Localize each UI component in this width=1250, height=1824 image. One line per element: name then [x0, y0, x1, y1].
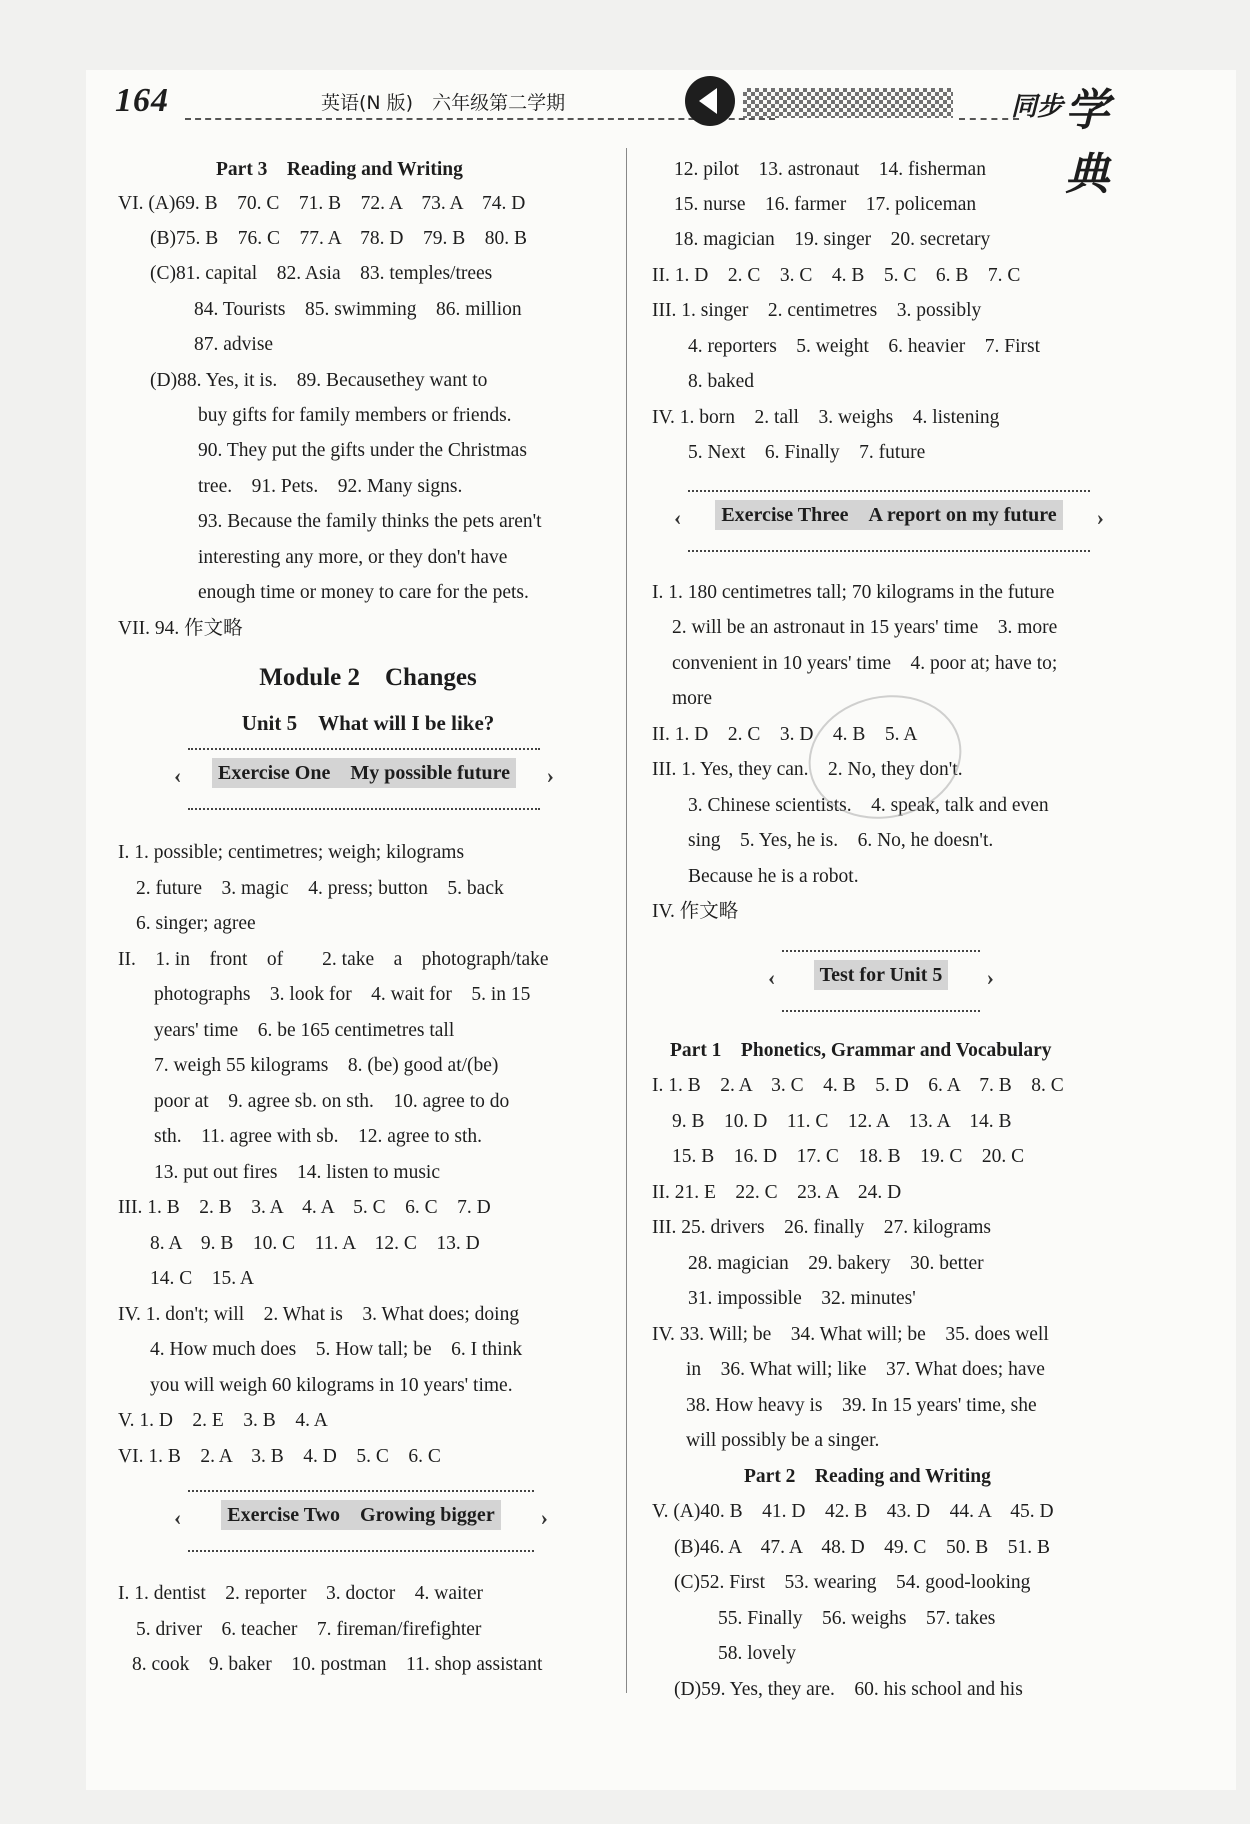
brand-logo: 学典 — [1065, 85, 1109, 200]
exercise-three-heading — [688, 490, 1090, 552]
answer-line: 28. magician 29. bakery 30. better — [688, 1253, 984, 1274]
answer-line: sing 5. Yes, he is. 6. No, he doesn't. — [688, 830, 994, 851]
answer-line: 18. magician 19. singer 20. secretary — [674, 229, 991, 250]
answer-line: 14. C 15. A — [150, 1268, 255, 1289]
answer-line: 8. cook 9. baker 10. postman 11. shop assistant — [132, 1654, 543, 1675]
brand-small: 同步 — [1011, 92, 1064, 122]
answer-line: I. 1. dentist 2. reporter 3. doctor 4. waiter — [118, 1583, 483, 1604]
answer-line: 2. will be an astronaut in 15 years' time 3. more — [672, 617, 1058, 638]
answer-line: 9. B 10. D 11. C 12. A 13. A 14. B — [672, 1111, 1012, 1132]
answer-line: 4. How much does 5. How tall; be 6. I think — [150, 1339, 523, 1360]
answer-line: II. 21. E 22. C 23. A 24. D — [652, 1182, 902, 1203]
answer-line: 3. Chinese scientists. 4. speak, talk and even — [688, 795, 1049, 816]
answer-line: II. 1. in front of 2. take a photograph/take — [118, 949, 549, 970]
header-rule — [185, 118, 775, 120]
unit-title: Unit 5 What will I be like? — [241, 711, 495, 735]
answer-line: V. (A)40. B 41. D 42. B 43. D 44. A 45. D — [652, 1501, 1054, 1522]
answer-line: 38. How heavy is 39. In 15 years' time, she — [686, 1395, 1037, 1416]
answer-line: sth. 11. agree with sb. 12. agree to sth. — [154, 1126, 483, 1147]
answer-line: 5. driver 6. teacher 7. fireman/firefighter — [136, 1619, 482, 1640]
answer-line: 31. impossible 32. minutes' — [688, 1288, 916, 1309]
answer-line: IV. 1. born 2. tall 3. weighs 4. listening — [652, 407, 1000, 428]
answer-line: buy gifts for family members or friends. — [198, 405, 512, 426]
answer-line: III. 1. B 2. B 3. A 4. A 5. C 6. C 7. D — [118, 1197, 491, 1218]
answer-line: VI. (A)69. B 70. C 71. B 72. A 73. A 74. D — [118, 193, 526, 214]
checker-pattern — [743, 88, 953, 118]
answer-line: you will weigh 60 kilograms in 10 years' time. — [150, 1375, 513, 1396]
module-title: Module 2 Changes — [259, 664, 477, 691]
answer-line: 93. Because the family thinks the pets aren't — [198, 511, 542, 532]
section-heading: Part 1 Phonetics, Grammar and Vocabulary — [670, 1040, 1052, 1061]
answer-line: 15. nurse 16. farmer 17. policeman — [674, 194, 977, 215]
exercise-two-heading — [188, 1490, 534, 1552]
answer-line: in 36. What will; like 37. What does; have — [686, 1359, 1045, 1380]
answer-line: IV. 作文略 — [652, 901, 739, 922]
answer-line: 8. baked — [688, 371, 755, 392]
header-rule-right — [959, 118, 1019, 120]
exercise-one-label: Exercise One My possible future — [212, 758, 516, 788]
answer-line: 15. B 16. D 17. C 18. B 19. C 20. C — [672, 1146, 1025, 1167]
answer-line: Because he is a robot. — [688, 866, 859, 887]
answer-line: 4. reporters 5. weight 6. heavier 7. First — [688, 336, 1041, 357]
exercise-two-label: Exercise Two Growing bigger — [221, 1500, 500, 1530]
answer-line: (B)75. B 76. C 77. A 78. D 79. B 80. B — [150, 228, 528, 249]
answer-line: 6. singer; agree — [136, 913, 256, 934]
book-title: 英语(N 版) 六年级第二学期 — [315, 88, 571, 115]
answer-line: 12. pilot 13. astronaut 14. fisherman — [674, 159, 986, 180]
section-heading: Part 2 Reading and Writing — [744, 1466, 991, 1487]
answer-line: III. 1. singer 2. centimetres 3. possibly — [652, 300, 982, 321]
answer-line: enough time or money to care for the pets. — [198, 582, 529, 603]
exercise-one-heading — [188, 748, 540, 810]
answer-line: (C)52. First 53. wearing 54. good-looking — [674, 1572, 1031, 1593]
answer-line: (C)81. capital 82. Asia 83. temples/trees — [150, 263, 493, 284]
answer-line: 55. Finally 56. weighs 57. takes — [718, 1608, 996, 1629]
answer-line: (D)88. Yes, it is. 89. Becausethey want to — [150, 370, 488, 391]
answer-line: VII. 94. 作文略 — [118, 618, 243, 639]
answer-line: photographs 3. look for 4. wait for 5. in 15 — [154, 984, 531, 1005]
answer-line: I. 1. possible; centimetres; weigh; kilograms — [118, 842, 465, 863]
test-label: Test for Unit 5 — [814, 960, 949, 990]
test-heading — [782, 950, 980, 1012]
answer-line: 58. lovely — [718, 1643, 796, 1664]
exercise-three-label: Exercise Three A report on my future — [715, 500, 1062, 530]
answer-line: 5. Next 6. Finally 7. future — [688, 442, 926, 463]
answer-line: 13. put out fires 14. listen to music — [154, 1162, 440, 1183]
answer-line: 87. advise — [194, 334, 274, 355]
column-divider — [626, 148, 627, 1693]
answer-line: 90. They put the gifts under the Christmas — [198, 440, 527, 461]
answer-line: VI. 1. B 2. A 3. B 4. D 5. C 6. C — [118, 1446, 441, 1467]
answer-line: (D)59. Yes, they are. 60. his school and his — [674, 1679, 1023, 1700]
answer-line: I. 1. 180 centimetres tall; 70 kilograms in the future — [652, 582, 1055, 603]
answer-line: III. 1. Yes, they can. 2. No, they don't. — [652, 759, 963, 780]
answer-line: convenient in 10 years' time 4. poor at; have to; — [672, 653, 1058, 674]
answer-line: IV. 33. Will; be 34. What will; be 35. does well — [652, 1324, 1049, 1345]
answer-line: 7. weigh 55 kilograms 8. (be) good at/(be) — [154, 1055, 499, 1076]
answer-line: III. 25. drivers 26. finally 27. kilograms — [652, 1217, 992, 1238]
section-heading: Part 3 Reading and Writing — [216, 159, 463, 180]
answer-line: interesting any more, or they don't have — [198, 547, 508, 568]
answer-line: years' time 6. be 165 centimetres tall — [154, 1020, 455, 1041]
page-number: 164 — [115, 82, 169, 119]
answer-line: II. 1. D 2. C 3. D 4. B 5. A — [652, 724, 918, 745]
answer-line: I. 1. B 2. A 3. C 4. B 5. D 6. A 7. B 8. C — [652, 1075, 1064, 1096]
answer-line: tree. 91. Pets. 92. Many signs. — [198, 476, 463, 497]
answer-line: (B)46. A 47. A 48. D 49. C 50. B 51. B — [674, 1537, 1050, 1558]
answer-line: 84. Tourists 85. swimming 86. million — [194, 299, 522, 320]
answer-line: more — [672, 688, 713, 709]
back-arrow-icon — [685, 76, 735, 126]
answer-line: IV. 1. don't; will 2. What is 3. What does; doing — [118, 1304, 520, 1325]
answer-line: will possibly be a singer. — [686, 1430, 880, 1451]
answer-line: 2. future 3. magic 4. press; button 5. back — [136, 878, 504, 899]
answer-line: 8. A 9. B 10. C 11. A 12. C 13. D — [150, 1233, 480, 1254]
answer-line: poor at 9. agree sb. on sth. 10. agree to do — [154, 1091, 510, 1112]
answer-line: II. 1. D 2. C 3. C 4. B 5. C 6. B 7. C — [652, 265, 1021, 286]
answer-line: V. 1. D 2. E 3. B 4. A — [118, 1410, 328, 1431]
